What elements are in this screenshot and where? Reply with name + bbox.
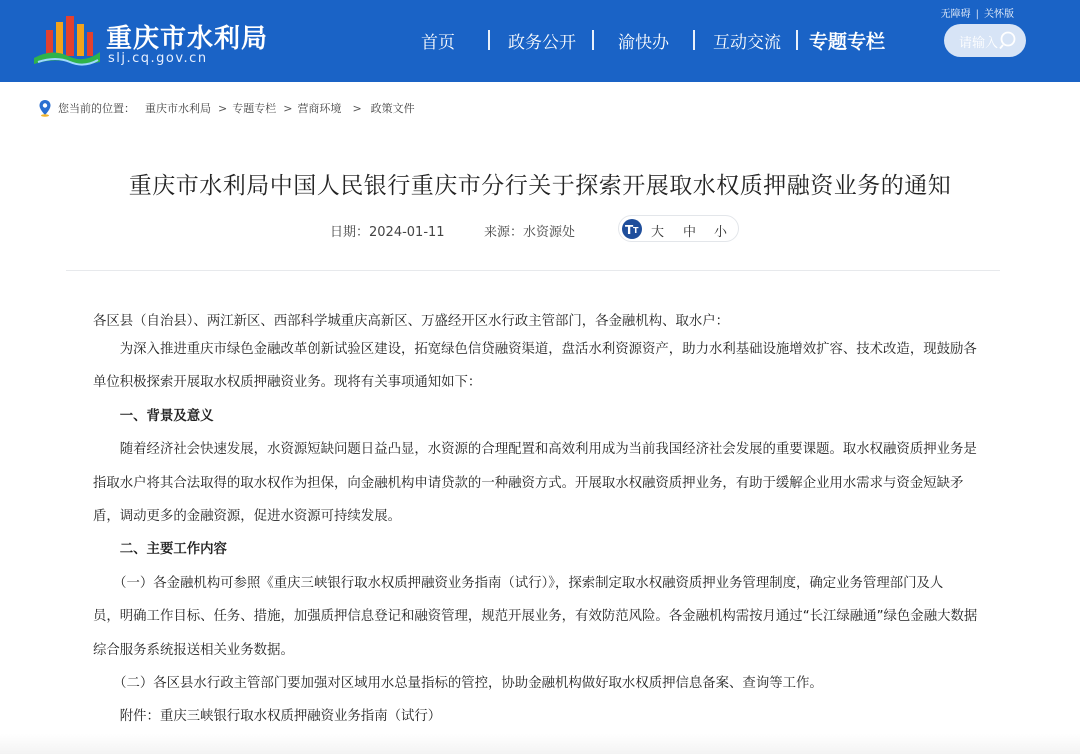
svg-text:T: T [625, 223, 634, 237]
nav-gov-affairs[interactable]: 政务公开 [508, 33, 576, 53]
breadcrumb-prefix: 您当前的位置： [58, 102, 135, 115]
nav-home[interactable]: 首页 [421, 33, 455, 53]
font-size-small-button[interactable]: 小 [714, 225, 728, 240]
paragraph: 随着经济社会快速发展，水资源短缺问题日益凸显，水资源的合理配置和高效利用成为当前我国经济社会发展的重要课题。取水权融资质押业务是 [93, 442, 977, 457]
nav-separator [693, 30, 695, 50]
breadcrumb-separator: > [218, 101, 228, 115]
site-name[interactable]: 重庆市水利局 [106, 24, 269, 54]
search-box[interactable] [944, 24, 1026, 57]
article-title: 重庆市水利局中国人民银行重庆市分行关于探索开展取水权质押融资业务的通知 [128, 173, 952, 199]
bottom-fade [0, 734, 1080, 754]
top-link-separator: | [975, 9, 979, 20]
section-heading: 二、主要工作内容 [93, 542, 227, 557]
font-size-control [618, 215, 739, 242]
article-date: 日期：2024-01-11 [330, 225, 445, 240]
breadcrumb-item[interactable]: 重庆市水利局 [145, 102, 211, 115]
main-nav [0, 28, 1080, 54]
nav-yukuaiban[interactable]: 渝快办 [618, 33, 669, 53]
paragraph: （一）各金融机构可参照《重庆三峡银行取水权质押融资业务指南（试行）》，探索制定取水权融资质押业务管理制度，确定业务管理部门及人 [93, 576, 944, 591]
paragraph: （二）各区县水行政主管部门要加强对区域用水总量指标的管控，协助金融机构做好取水权质押信息备案、查询等工作。 [93, 676, 823, 691]
font-size-icon [622, 219, 642, 239]
paragraph: 指取水户将其合法取得的取水权作为担保，向金融机构申请贷款的一种融资方式。开展取水权融资质押业务，有助于缓解企业用水需求与资金短缺矛 [93, 476, 964, 491]
article-source: 来源：水资源处 [484, 225, 576, 240]
breadcrumb-separator: > [283, 101, 293, 115]
font-size-medium-button[interactable]: 中 [683, 225, 697, 240]
care-version-link[interactable]: 关怀版 [984, 9, 1014, 20]
paragraph: 为深入推进重庆市绿色金融改革创新试验区建设，拓宽绿色信贷融资渠道，盘活水利资源资产，助力水利基础设施增效扩容、技术改造，现鼓励各 [93, 342, 977, 357]
svg-text:T: T [633, 226, 639, 235]
paragraph: 员，明确工作目标、任务、措施，加强质押信息登记和融资管理，规范开展业务，有效防范风险。各金融机构需按月通过“长江绿融通”绿色金融大数据 [93, 609, 978, 624]
paragraph: 综合服务系统报送相关业务数据。 [93, 643, 294, 658]
search-icon[interactable] [999, 30, 1019, 50]
title-divider [66, 270, 1000, 271]
nav-separator [592, 30, 594, 50]
nav-separator [488, 30, 490, 50]
breadcrumb [38, 99, 419, 117]
breadcrumb-item[interactable]: 营商环境 [297, 102, 342, 115]
top-links [941, 5, 1014, 20]
section-heading: 一、背景及意义 [93, 409, 214, 424]
breadcrumb-item[interactable]: 政策文件 [370, 102, 415, 115]
attachment-link[interactable]: 附件：重庆三峡银行取水权质押融资业务指南（试行） [93, 709, 442, 724]
nav-special-topics[interactable]: 专题专栏 [809, 31, 886, 53]
site-header [0, 0, 1080, 82]
paragraph: 单位积极探索开展取水权质押融资业务。现将有关事项通知如下： [93, 375, 482, 390]
paragraph: 各区县（自治县）、两江新区、西部科学城重庆高新区、万盛经开区水行政主管部门，各金融机构、取水户： [93, 314, 730, 329]
site-domain: slj.cq.gov.cn [108, 51, 208, 66]
accessibility-link[interactable]: 无障碍 [940, 9, 971, 20]
location-pin-icon [38, 99, 52, 117]
article-meta [0, 214, 1080, 244]
breadcrumb-item[interactable]: 专题专栏 [232, 102, 277, 115]
search-input[interactable]: 请输入 [959, 36, 999, 51]
font-size-large-button[interactable]: 大 [651, 225, 665, 240]
paragraph: 盾，调动更多的金融资源，促进水资源可持续发展。 [93, 509, 401, 524]
breadcrumb-separator: > [352, 101, 362, 115]
nav-separator [796, 30, 798, 50]
nav-interaction[interactable]: 互动交流 [713, 33, 781, 53]
